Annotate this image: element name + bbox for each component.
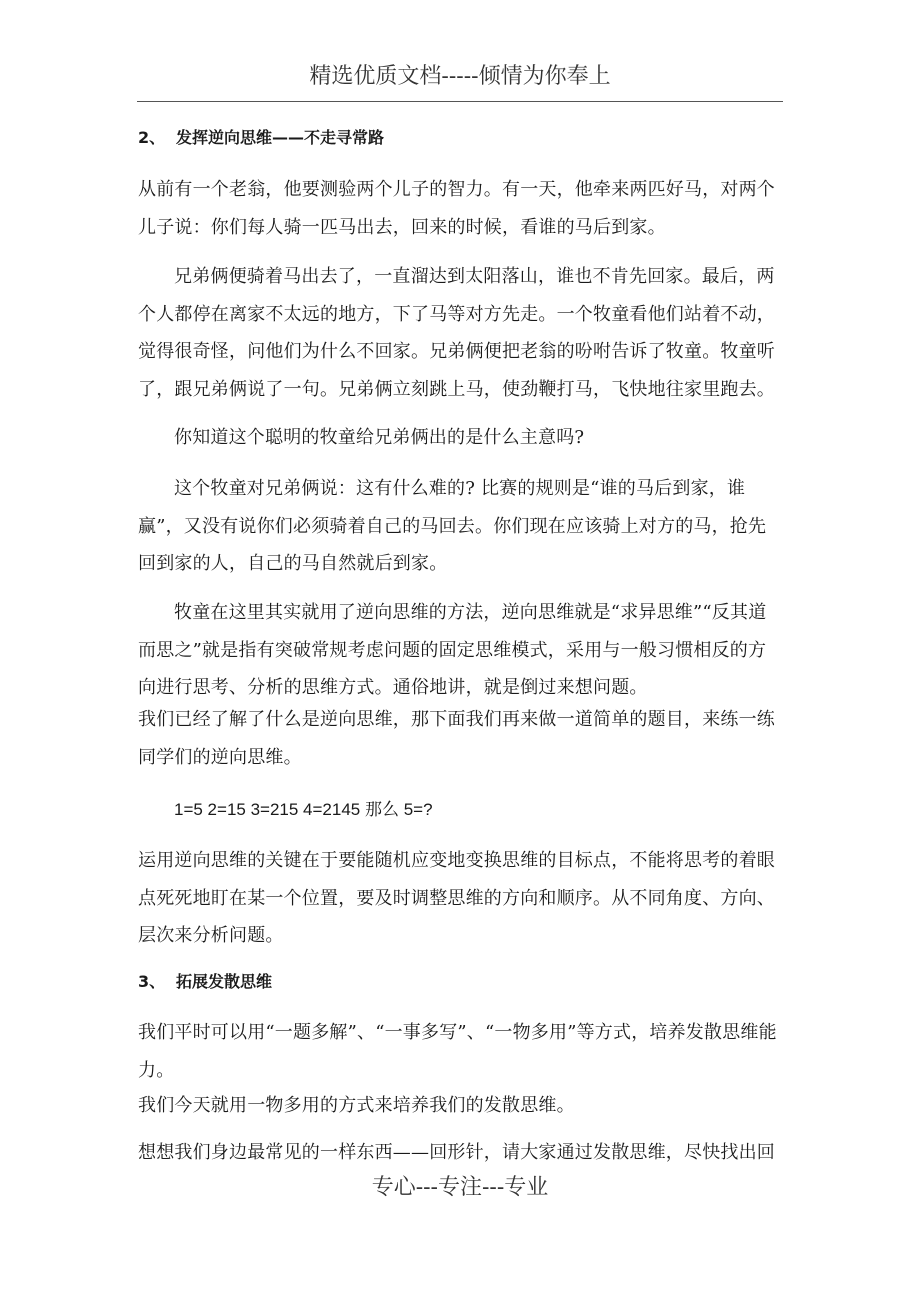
section-3-heading xyxy=(138,970,272,994)
section-2-heading xyxy=(138,126,384,150)
header-divider xyxy=(137,101,783,102)
paragraph-paperclip: 想想我们身边最常见的一样东西——回形针，请大家通过发散思维，尽快找出回 xyxy=(138,1142,775,1163)
paragraph-brothers-ride: 兄弟俩便骑着马出去了，一直溜达到太阳落山，谁也不肯先回家。最后，两个人都停在离家不太远的地方，下了马等对方先走。一个牧童看他们站着不动，觉得很奇怪，问他们为什么不回家。兄弟俩便把老翁的吩咐告诉了牧童。牧童听了，跟兄弟俩说了一句。兄弟俩立刻跳上马，使劲鞭打马，飞快地往家里跑去。 xyxy=(138,266,775,400)
paragraph-old-man: 从前有一个老翁，他要测验两个儿子的智力。有一天，他牵来两匹好马，对两个儿子说：你们每人骑一匹马出去，回来的时候，看谁的马后到家。 xyxy=(138,179,775,238)
section-3-number: 3、 xyxy=(138,972,166,991)
paragraph-key-point: 运用逆向思维的关键在于要能随机应变地变换思维的目标点，不能将思考的着眼点死死地盯在某一个位置，要及时调整思维的方向和顺序。从不同角度、方向、层次来分析问题。 xyxy=(138,850,775,946)
paragraph-reverse-thinking-definition: 牧童在这里其实就用了逆向思维的方法，逆向思维就是“求异思维”“反其道而思之”就是指有突破常规考虑问题的固定思维模式，采用与一般习惯相反的方向进行思考、分析的思维方式。通俗地讲，就是倒过来想问题。 xyxy=(138,602,767,698)
paragraph-herdboy-answer: 这个牧童对兄弟俩说：这有什么难的? 比赛的规则是“谁的马后到家，谁赢”，又没有说你们必须骑着自己的马回去。你们现在应该骑上对方的马，抢先回到家的人，自己的马自然就后到家。 xyxy=(138,478,767,574)
page-footer: 专心---专注---专业 xyxy=(371,1175,549,1200)
paragraph-divergent-methods: 我们平时可以用“一题多解”、“一事多写”、“一物多用”等方式，培养发散思维能力。 xyxy=(138,1022,777,1081)
paragraph-one-object-many-uses: 我们今天就用一物多用的方式来培养我们的发散思维。 xyxy=(138,1095,575,1116)
paragraph-question: 你知道这个聪明的牧童给兄弟俩出的是什么主意吗? xyxy=(174,427,585,448)
section-2-title: 发挥逆向思维——不走寻常路 xyxy=(176,128,385,147)
page-header: 精选优质文档-----倾情为你奉上 xyxy=(309,64,611,89)
paragraph-exercise-intro: 我们已经了解了什么是逆向思维，那下面我们再来做一道简单的题目，来练一练同学们的逆向思维。 xyxy=(138,709,775,768)
section-3-title: 拓展发散思维 xyxy=(176,972,273,991)
exercise-formula: 1=5 2=15 3=215 4=2145 那么 5=? xyxy=(174,800,433,819)
section-2-number: 2、 xyxy=(138,128,166,147)
